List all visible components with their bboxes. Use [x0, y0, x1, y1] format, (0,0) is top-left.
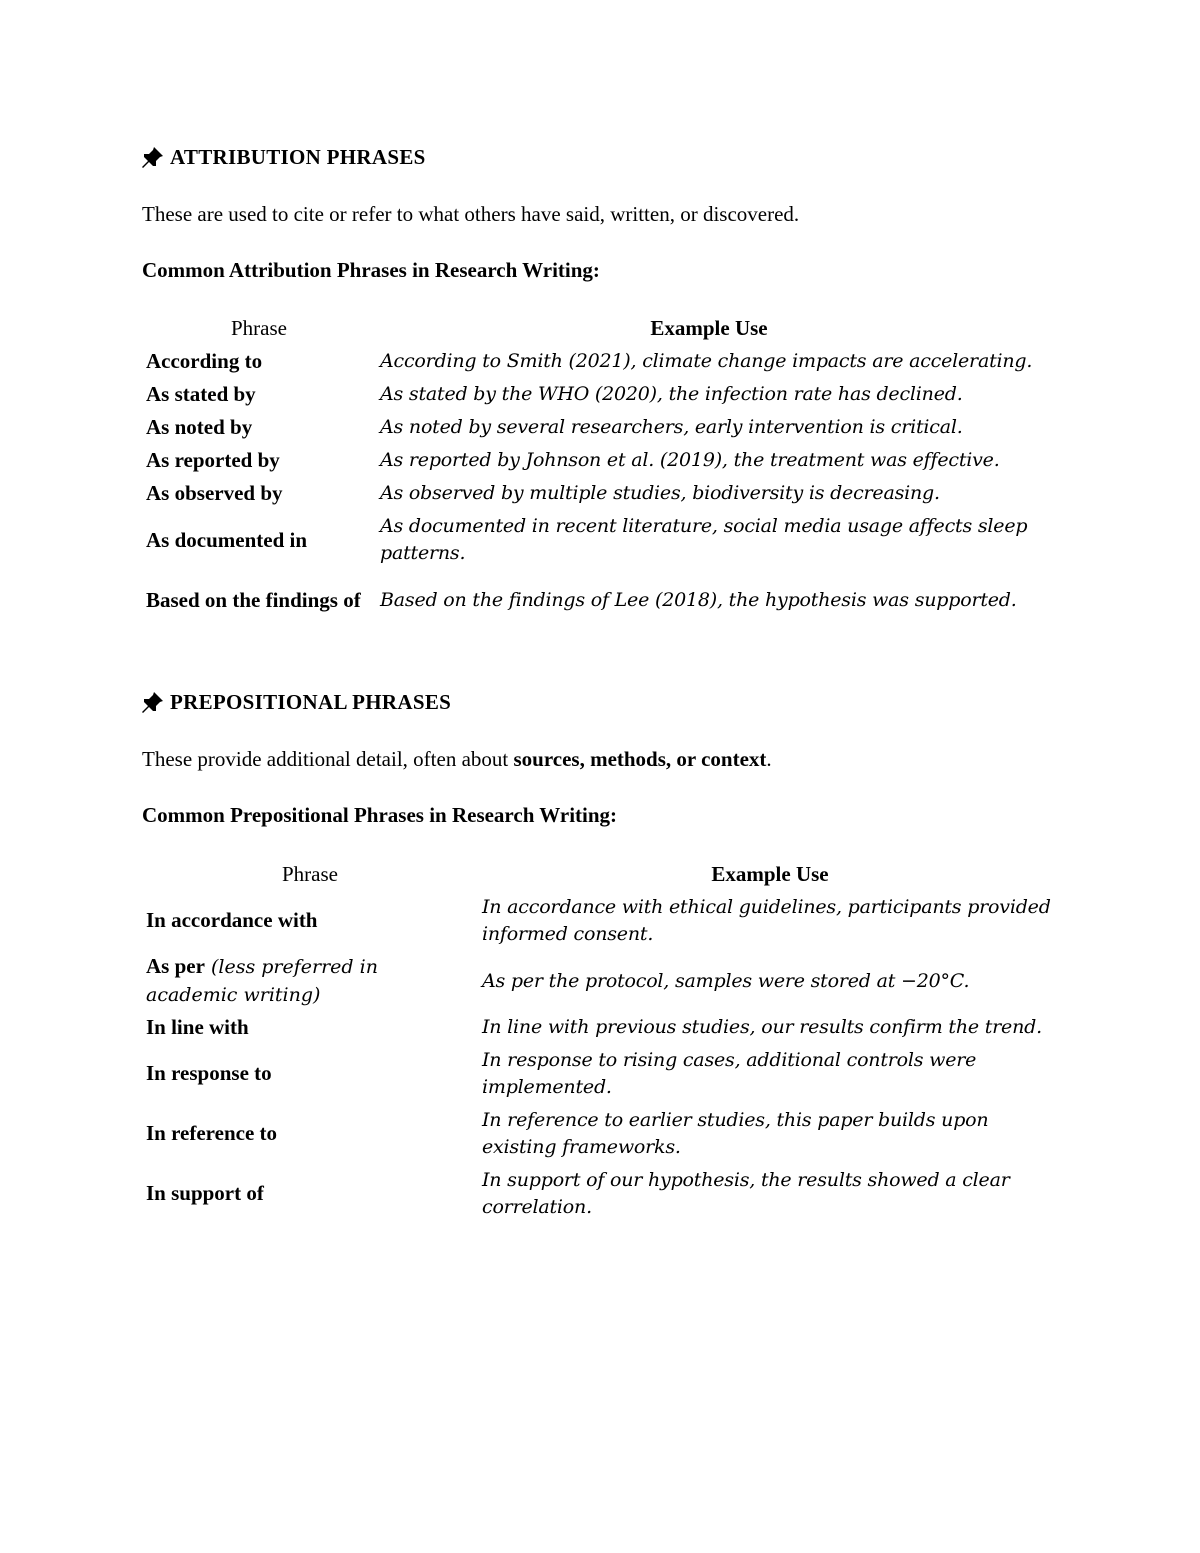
table-header-row: [142, 311, 1042, 345]
prepositional-heading: [140, 690, 451, 715]
table-row: [142, 1164, 1062, 1224]
column-header-example: Example Use: [650, 315, 768, 340]
example-cell: In line with previous studies, our results confirm the trend.: [482, 1016, 1042, 1038]
attribution-heading-text: ATTRIBUTION PHRASES: [170, 145, 426, 169]
phrase-cell: [142, 951, 478, 1011]
table-row: [142, 378, 1042, 411]
phrase-note: (less preferred in academic writing): [146, 956, 378, 1006]
prepositional-heading-text: PREPOSITIONAL PHRASES: [170, 690, 452, 714]
intro-suffix: .: [766, 747, 772, 771]
attribution-table: [142, 311, 1042, 630]
phrase-cell: As observed by: [146, 481, 283, 505]
example-cell: As documented in recent literature, social media usage affects sleep patterns.: [380, 515, 1028, 564]
phrase-cell: As stated by: [146, 382, 256, 406]
table-row: [142, 411, 1042, 444]
intro-prefix: These provide additional detail, often about: [142, 747, 514, 771]
table-row: [142, 345, 1042, 378]
example-cell: As per the protocol, samples were stored at −20°C.: [482, 969, 970, 992]
example-cell: According to Smith (2021), climate change impacts are accelerating.: [380, 350, 1033, 372]
example-cell: In reference to earlier studies, this paper builds upon existing frameworks.: [482, 1109, 989, 1158]
example-cell: As observed by multiple studies, biodiversity is decreasing.: [380, 482, 940, 504]
table-row: [142, 510, 1042, 570]
phrase-text: In response to: [146, 1061, 272, 1085]
phrase-text: In reference to: [146, 1121, 278, 1145]
example-cell: As noted by several researchers, early intervention is critical.: [380, 416, 963, 438]
phrase-text: As per: [146, 954, 205, 978]
column-header-example: Example Use: [711, 861, 829, 886]
table-row: [142, 1104, 1062, 1164]
column-header-phrase: Phrase: [282, 861, 338, 886]
prepositional-intro: [142, 747, 772, 772]
example-cell: In response to rising cases, additional controls were implemented.: [482, 1049, 977, 1098]
table-row: [142, 444, 1042, 477]
phrase-cell: As documented in: [146, 527, 308, 552]
example-cell: In accordance with ethical guidelines, participants provided informed consent.: [482, 896, 1051, 945]
table-row: [142, 477, 1042, 510]
phrase-text: In line with: [146, 1014, 249, 1039]
phrase-cell: Based on the findings of: [146, 587, 361, 612]
phrase-cell: [142, 1164, 478, 1224]
table-row: [142, 891, 1062, 951]
prepositional-subheading: Common Prepositional Phrases in Research Writing:: [142, 803, 618, 827]
phrase-text: In accordance with: [146, 908, 318, 932]
phrase-cell: [142, 1044, 478, 1104]
column-header-phrase: Phrase: [231, 315, 287, 340]
attribution-heading: [140, 145, 426, 170]
phrase-cell: As noted by: [146, 415, 253, 439]
table-row: [142, 1011, 1062, 1044]
phrase-cell: [142, 891, 478, 951]
attribution-intro: These are used to cite or refer to what others have said, written, or discovered.: [142, 202, 800, 226]
example-cell: In support of our hypothesis, the results showed a clear correlation.: [482, 1169, 1010, 1218]
example-cell: Based on the findings of Lee (2018), the hypothesis was supported.: [380, 588, 1017, 611]
example-cell: As reported by Johnson et al. (2019), the treatment was effective.: [380, 449, 1000, 471]
phrase-cell: [142, 1011, 478, 1044]
table-row: [142, 1044, 1062, 1104]
phrase-cell: [142, 1104, 478, 1164]
pushpin-icon: [140, 691, 164, 715]
phrase-cell: According to: [146, 349, 263, 373]
prepositional-table: [142, 857, 1062, 1224]
attribution-subheading: Common Attribution Phrases in Research Writing:: [142, 258, 600, 282]
pushpin-icon: [140, 146, 164, 170]
intro-bold: sources, methods, or context: [513, 747, 767, 771]
table-row: [142, 951, 1062, 1011]
phrase-text: In support of: [146, 1181, 264, 1205]
table-row: [142, 570, 1042, 630]
example-cell: As stated by the WHO (2020), the infection rate has declined.: [380, 383, 963, 405]
table-header-row: [142, 857, 1062, 891]
phrase-cell: As reported by: [146, 448, 280, 472]
